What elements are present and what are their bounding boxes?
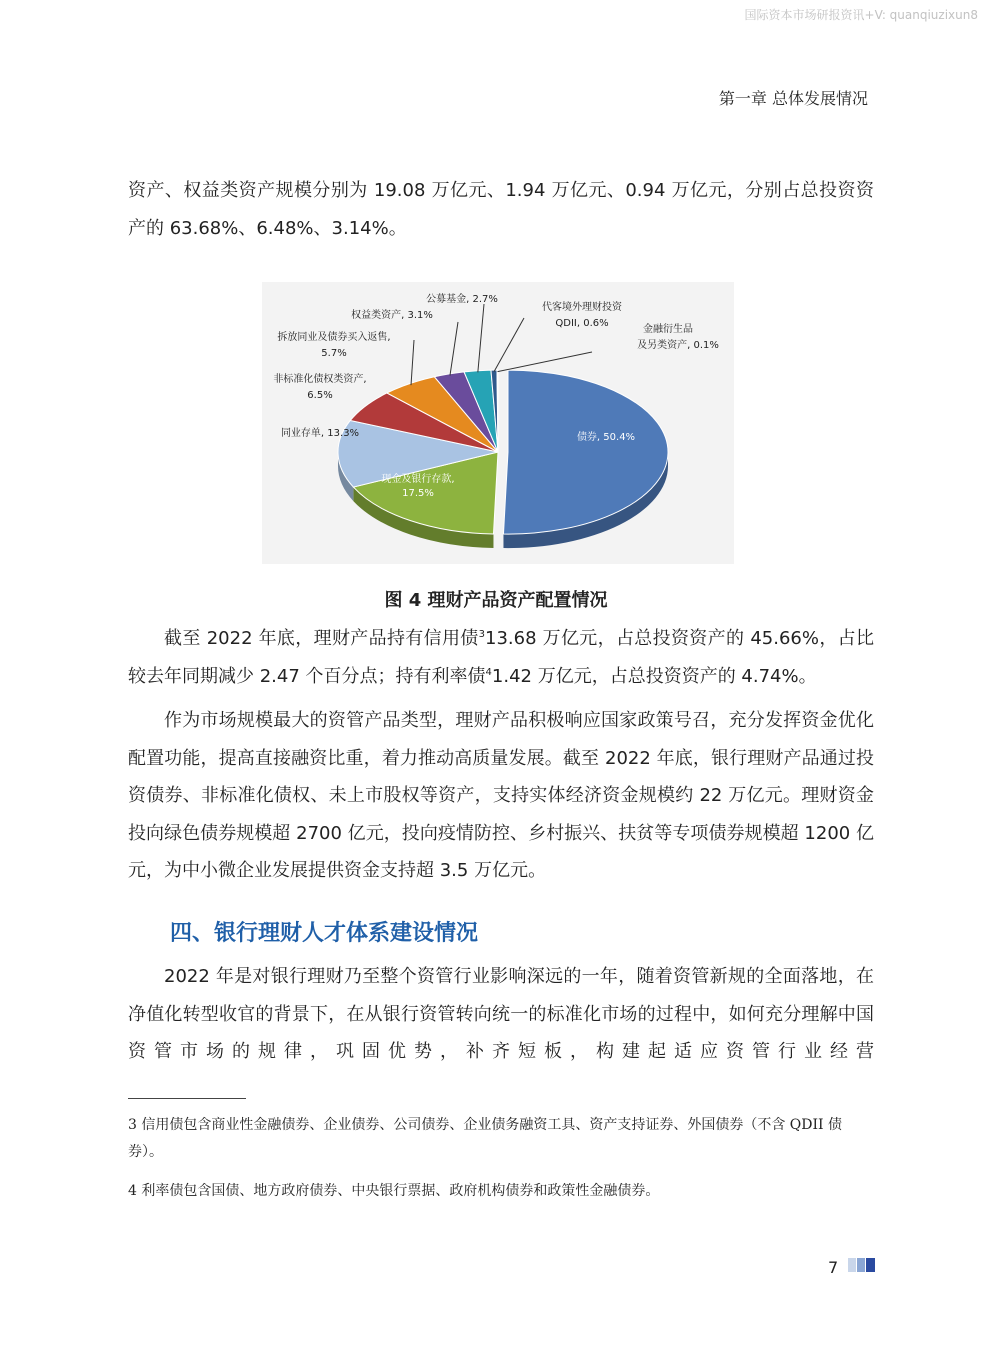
paragraph-1: 资产、权益类资产规模分别为 19.08 万亿元、1.94 万亿元、0.94 万亿元，分别占总投资资产的 63.68%、6.48%、3.14%。 — [128, 180, 874, 239]
leader-line — [498, 352, 592, 372]
pie-label-8: 5.7% — [321, 348, 347, 359]
page-number: 7 — [828, 1258, 839, 1277]
footnote-rule — [128, 1098, 246, 1099]
paragraph-2 — [128, 620, 874, 695]
page-number-block-dark — [866, 1258, 875, 1272]
pie-label-9: 权益类资产, 3.1% — [351, 310, 433, 321]
pie-label-5: 非标准化债权类资产, — [273, 374, 367, 385]
pie-label-2: 现金及银行存款, — [381, 474, 455, 485]
paragraph-2-b: 13.68 万亿元，占总投资资产的 45.66%，占比较去年同期减少 2.47 个百分点；持有利率债 — [128, 628, 874, 687]
leader-line — [478, 304, 484, 372]
leader-line — [494, 318, 524, 372]
paragraph-4: 2022 年是对银行理财乃至整个资管行业影响深远的一年，随着资管新规的全面落地，在净值化转型收官的背景下，在从银行资管转向统一的标准化市场的过程中，如何充分理解中国资管市场的规律，巩固优势，补齐短板，构建起适应资管行业经营 — [128, 966, 874, 1062]
figure-caption: 图 4 理财产品资产配置情况 — [384, 590, 608, 611]
pie-label-1: 债券, 50.4% — [576, 432, 636, 443]
pie-chart-figure — [262, 282, 734, 564]
pie-label-11: 代客境外理财投资 — [542, 302, 622, 313]
page-number-block-light — [848, 1258, 856, 1272]
pie-label-7: 拆放同业及债券买入返售, — [277, 332, 391, 343]
page-number-block-mid — [857, 1258, 865, 1272]
footnote-4: 4 利率债包含国债、地方政府债券、中央银行票据、政府机构债券和政策性金融债券。 — [128, 1183, 660, 1199]
section-title: 四、银行理财人才体系建设情况 — [170, 921, 479, 946]
leader-line — [450, 322, 458, 376]
leader-line — [411, 340, 414, 385]
watermark: 国际资本市场研报资讯+V: quanqiuzixun8 — [744, 8, 978, 22]
paragraph-2-a: 截至 2022 年底，理财产品持有信用债 — [164, 628, 479, 649]
pie-label-12: QDII, 0.6% — [555, 318, 609, 329]
paragraph-3: 作为市场规模最大的资管产品类型，理财产品积极响应国家政策号召，充分发挥资金优化配置功能，提高直接融资比重，着力推动高质量发展。截至 2022 年底，银行理财产品通过投资债券、非标准化债权、未上市股权等资产，支持实体经济资金规模约 22 万亿元。理财资金投向绿色债券规模超 2700 亿元，投向疫情防控、乡村振兴、扶贫等专项债券规模超 1200 亿元，为中小微企业发展提供资金支持超 3.5 万亿元。 — [128, 710, 874, 881]
chapter-header: 第一章 总体发展情况 — [718, 89, 868, 108]
pie-label-14: 及另类资产, 0.1% — [637, 340, 719, 351]
pie-label-6: 6.5% — [307, 390, 333, 401]
footnote-3: 3 信用债包含商业性金融债券、企业债券、公司债券、企业债务融资工具、资产支持证券、外国债券（不含 QDII 债券）。 — [128, 1117, 843, 1160]
pie-label-13: 金融衍生品 — [643, 324, 693, 335]
pie-label-10: 公募基金, 2.7% — [426, 294, 498, 305]
footnote-ref-3[interactable]: 3 — [478, 629, 486, 640]
pie-label-4: 同业存单, 13.3% — [280, 428, 360, 439]
pie-label-3: 17.5% — [402, 488, 434, 499]
paragraph-2-c: 1.42 万亿元，占总投资资产的 4.74%。 — [491, 665, 817, 687]
footnote-ref-4[interactable]: 4 — [485, 666, 492, 678]
pie-chart — [262, 282, 734, 564]
